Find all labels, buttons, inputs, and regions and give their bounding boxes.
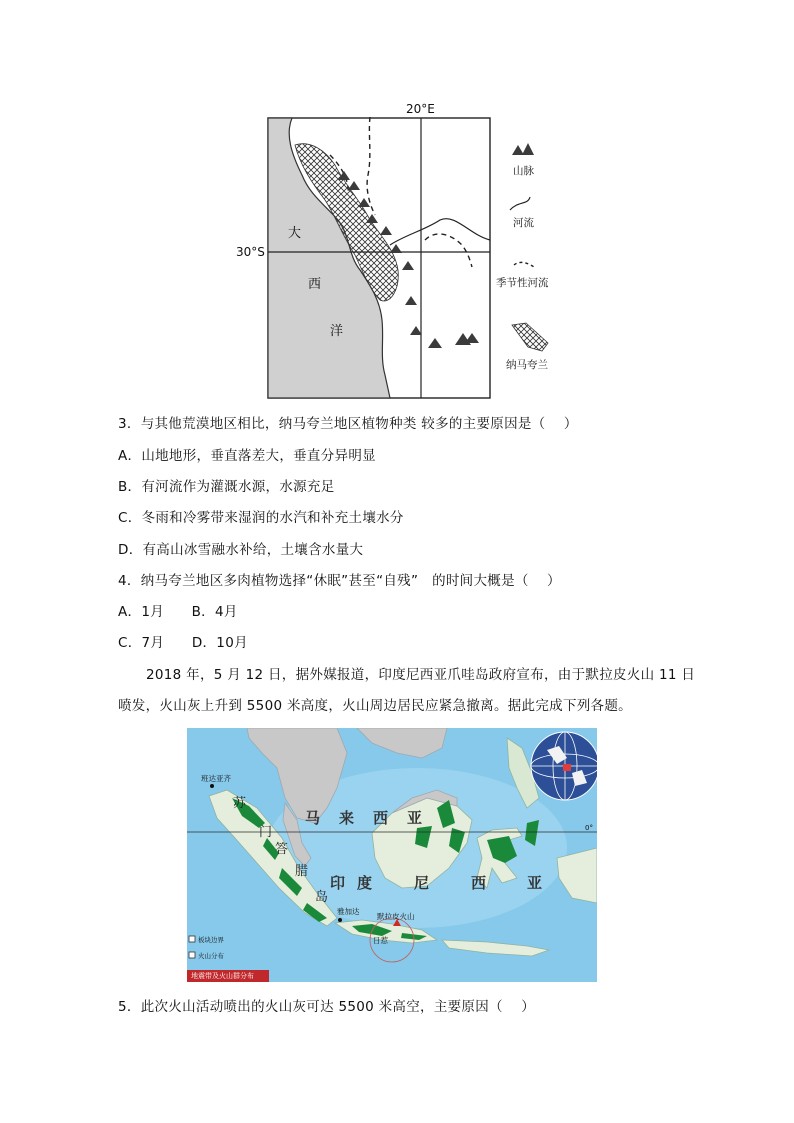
lat-30s-label: 30°S [236, 245, 265, 259]
indonesia-map-svg [187, 728, 597, 982]
q5-stem: 5．此次火山活动喷出的火山灰可达 5500 米高空，主要原因（ ） [118, 999, 536, 1015]
malaysia-char-4: 亚 [407, 809, 423, 827]
island-char-su: 苏 [233, 796, 247, 811]
legend-mountain-label: 山脉 [513, 165, 534, 177]
lon-20e-label: 20°E [406, 102, 435, 116]
island-char-dao: 岛 [315, 890, 329, 905]
q3-stem: 3．与其他荒漠地区相比，纳马夸兰地区植物种类 较多的主要原因是（ ） [118, 416, 578, 432]
malaysia-char-2: 来 [339, 809, 355, 827]
q3-option-a: A．山地地形，垂直落差大，垂直分异明显 [118, 448, 376, 464]
legend-river-label: 河流 [513, 217, 534, 229]
ocean-char-3: 洋 [330, 324, 344, 339]
indonesia-char-4: 西 [471, 874, 487, 892]
passage-line-1: 2018 年，5 月 12 日，据外媒报道，印度尼西亚爪哇岛政府宣布，由于默拉皮火山 11 日 [146, 667, 696, 683]
city-banda-aceh: 班达亚齐 [201, 774, 231, 783]
legend-volcano-label: 火山分布 [198, 952, 224, 960]
legend-mountain-icon [512, 143, 534, 155]
legend-river-icon [510, 197, 530, 210]
malaysia-char-1: 马 [305, 809, 321, 827]
city-jakarta: 雅加达 [337, 907, 360, 916]
q3-option-c: C．冬雨和冷雾带来湿润的水汽和补充土壤水分 [118, 510, 404, 526]
island-char-da: 答 [275, 842, 289, 857]
equator-label: 0° [585, 824, 593, 832]
merapi-volcano-label: 默拉皮火山 [377, 912, 415, 921]
q4-options-cd: C．7月 D．10月 [118, 635, 248, 651]
map-caption: 地震带及火山群分布 [191, 972, 254, 980]
q4-stem: 4．纳马夸兰地区多肉植物选择“休眠”甚至“自残” 的时间大概是（ ） [118, 573, 561, 589]
legend-seasonal-river-icon [514, 262, 534, 267]
q3-option-d: D．有高山冰雪融水补给，土壤含水量大 [118, 542, 364, 558]
indonesia-map [187, 728, 597, 982]
city-yogyakarta: 日惹 [373, 936, 388, 945]
legend-namaqualand-label: 纳马夸兰 [506, 359, 548, 371]
malaysia-char-3: 西 [373, 809, 389, 827]
passage-line-2: 喷发，火山灰上升到 5500 米高度，火山周边居民应紧急撤离。据此完成下列各题。 [118, 698, 632, 714]
namaqualand-map [230, 95, 590, 405]
indonesia-char-5: 亚 [527, 874, 543, 892]
jakarta-dot [338, 918, 342, 922]
island-char-la: 腊 [295, 864, 309, 879]
ocean-char-1: 大 [288, 226, 302, 241]
indonesia-char-1: 印 [330, 874, 346, 892]
globe-inset-icon [531, 732, 597, 800]
q4-options-ab: A．1月 B．4月 [118, 604, 238, 620]
indonesia-char-3: 尼 [414, 874, 430, 892]
banda-aceh-dot [210, 784, 214, 788]
indonesia-char-2: 度 [357, 874, 373, 892]
legend-seasonal-river-label: 季节性河流 [496, 277, 549, 289]
legend-plate-label: 板块边界 [198, 936, 224, 944]
ocean-char-2: 西 [308, 277, 322, 292]
legend-namaqualand-icon [512, 323, 548, 351]
q3-option-b: B．有河流作为灌溉水源，水源充足 [118, 479, 335, 495]
island-char-men: 门 [259, 825, 273, 840]
